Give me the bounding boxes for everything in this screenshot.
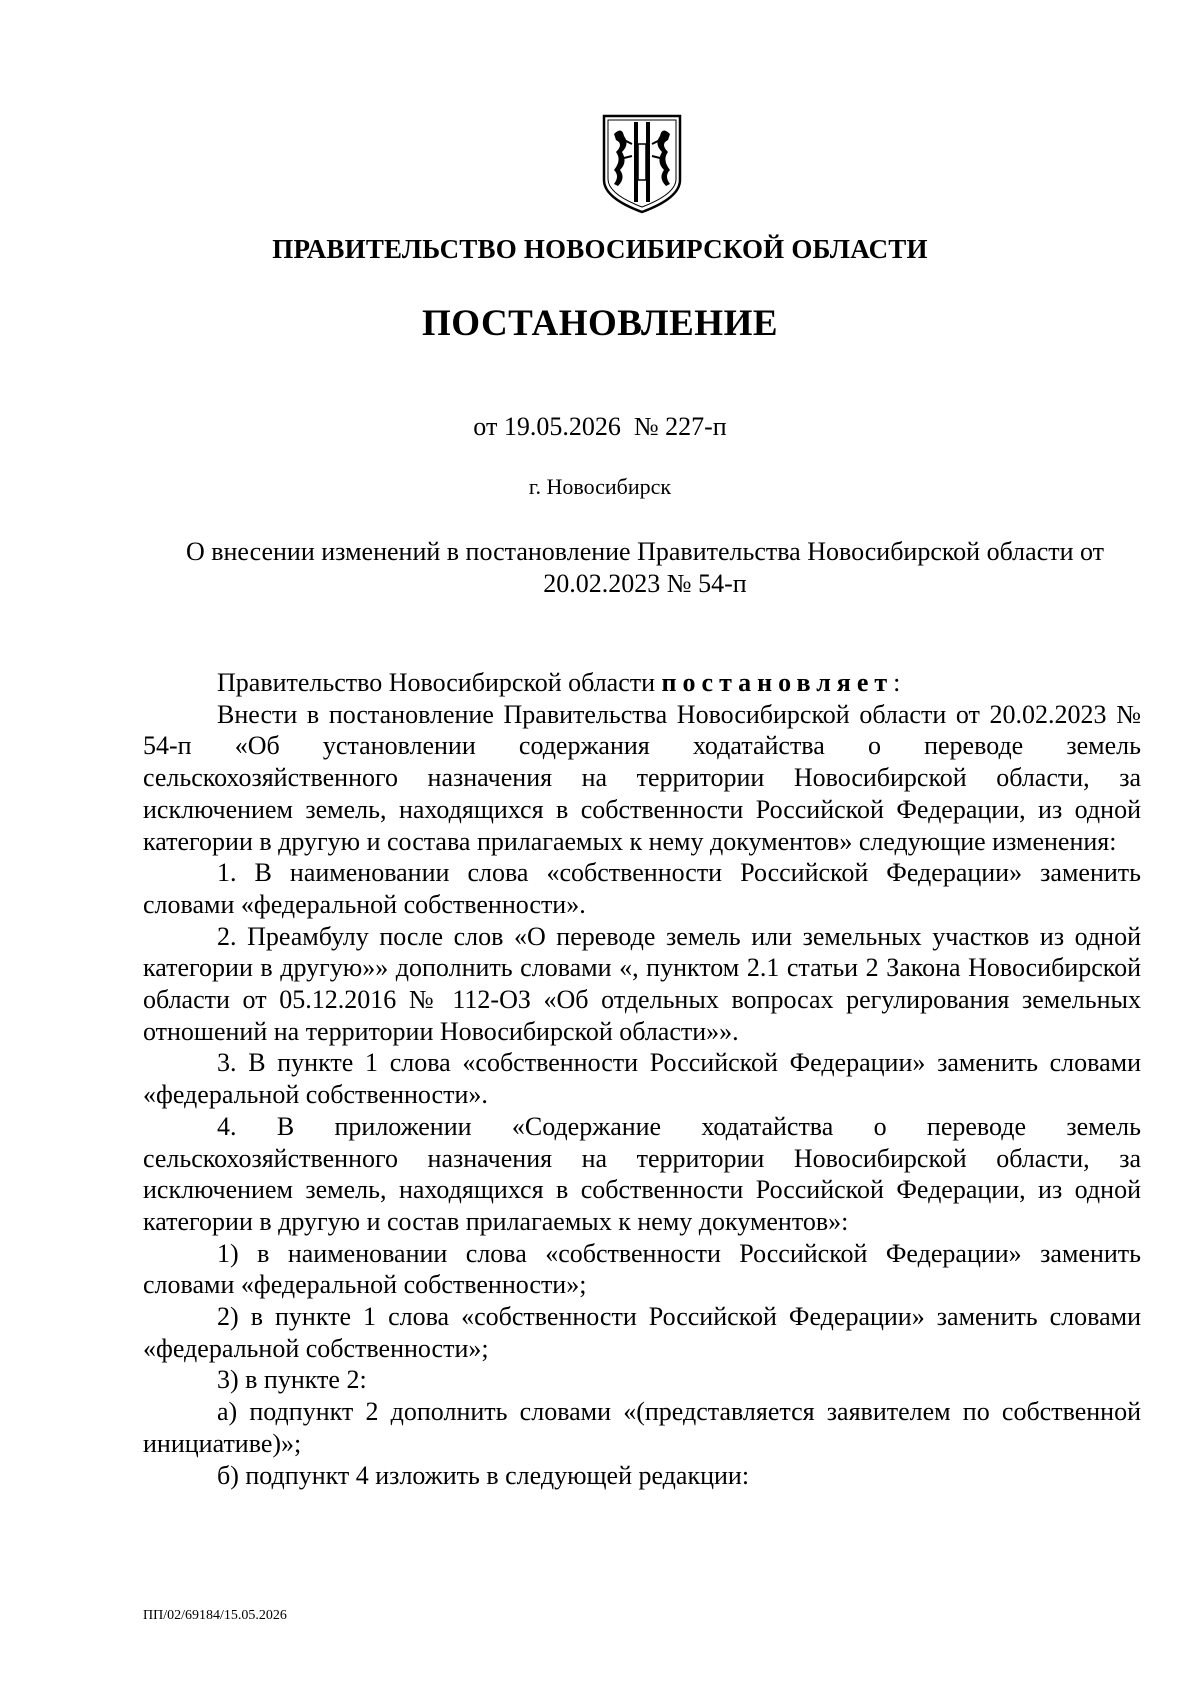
document-city: г. Новосибирск [528,474,672,499]
document-date-number: от 19.05.2026 № 227-п [473,412,727,441]
document-subject: О внесении изменений в постановление Правительства Новосибирской области от 20.02.2023 № 54-п [185,537,1105,598]
body-paragraph: 1) в наименовании слова «собственности Российской Федерации» заменить словами «федеральной собственности»; [143,1238,1141,1300]
body-paragraph: Внести в постановление Правительства Новосибирской области от 20.02.2023 № 54-п «Об установлении содержания ходатайства о переводе земель сельскохозяйственного назначения на территории Новосибирской области, за исключением земель, находящихся в собственности Российской Федерации, из одной категории в другую и состава прилагаемых к нему документов» следующие изменения: [143,699,1141,856]
body-paragraph: 2. Преамбулу после слов «О переводе земель или земельных участков из одной категории в другую»» дополнить словами «, пунктом 2.1 статьи 2 Закона Новосибирской области от 05.12.2016 № 112-ОЗ «Об отдельных вопросах регулирования земельных отношений на территории Новосибирской области»». [143,921,1141,1046]
document-body [143,667,1141,1491]
body-paragraph: а) подпункт 2 дополнить словами «(представляется заявителем по собственной инициативе)»; [143,1397,1141,1458]
body-paragraph: 2) в пункте 1 слова «собственности Российской Федерации» заменить словами «федеральной собственности»; [143,1302,1141,1363]
coat-of-arms-icon [600,114,684,214]
body-paragraph: 1. В наименовании слова «собственности Российской Федерации» заменить словами «федеральной собственности». [143,858,1141,919]
body-paragraph: 3. В пункте 1 слова «собственности Российской Федерации» заменить словами «федеральной собственности». [143,1048,1141,1110]
intro-text: Правительство Новосибирской области [217,668,662,697]
body-paragraph: б) подпункт 4 изложить в следующей редакции: [217,1460,750,1490]
resolve-word: постановляет [661,668,894,697]
resolve-suffix: : [893,668,901,697]
document-code: ПП/02/69184/15.05.2026 [143,1608,287,1623]
body-paragraph: 4. В приложении «Содержание ходатайства о переводе земель сельскохозяйственного назначения на территории Новосибирской области, за исключением земель, находящихся в собственности Российской Федерации, из одной категории в другую и состав прилагаемых к нему документов»: [143,1111,1141,1236]
document-type-title: ПОСТАНОВЛЕНИЕ [421,303,779,344]
organization-title: ПРАВИТЕЛЬСТВО НОВОСИБИРСКОЙ ОБЛАСТИ [272,234,928,264]
body-paragraph: 3) в пункте 2: [217,1365,367,1395]
resolution-intro [143,667,1141,699]
